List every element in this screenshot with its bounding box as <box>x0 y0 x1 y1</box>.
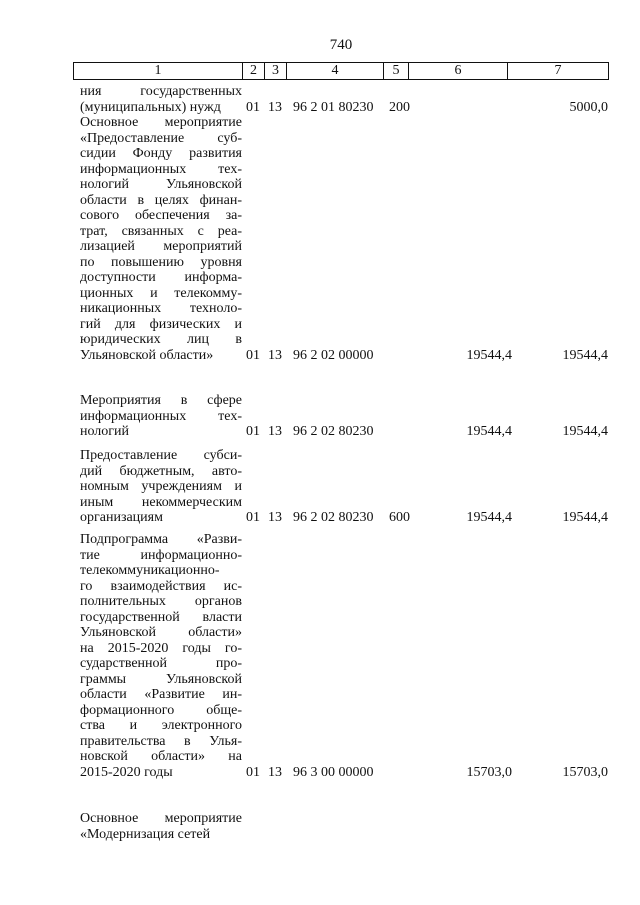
row-description <box>80 448 242 526</box>
page-number: 740 <box>329 37 353 53</box>
subsection-code: 13 <box>268 764 282 780</box>
header-col-6: 6 <box>409 63 508 79</box>
section-code: 01 <box>246 510 260 525</box>
description-line: правительства в Улья- <box>80 733 242 749</box>
target-article-code: 96 3 00 00000 <box>293 764 374 780</box>
expense-type-code: 200 <box>389 99 410 115</box>
description-line: 2015-2020 годы <box>80 764 173 780</box>
description-line: номным учреждениям и <box>80 479 242 494</box>
description-line: иным некоммерческим <box>80 494 242 510</box>
amount-col-7: 5000,0 <box>569 99 608 115</box>
section-code: 01 <box>246 347 260 363</box>
description-line: лизацией мероприятий <box>80 239 242 254</box>
description-line: нологий <box>80 424 130 439</box>
section-code: 01 <box>246 99 260 115</box>
description-line: на 2015-2020 годы го- <box>80 640 242 656</box>
amount-col-6: 19544,4 <box>466 510 512 525</box>
description-line: Основное мероприятие <box>80 811 242 826</box>
header-col-7: 7 <box>554 63 562 78</box>
description-line: области в целях финан- <box>80 192 242 208</box>
description-line: «Модернизация сетей <box>80 826 211 842</box>
header-col-2: 2 <box>243 63 265 79</box>
description-line: информационных тех- <box>80 161 242 177</box>
target-article-code: 96 2 02 00000 <box>293 347 374 363</box>
description-line: граммы Ульяновской <box>80 671 242 687</box>
description-line: формационного обще- <box>80 702 242 718</box>
description-line: полнительных органов <box>80 594 242 609</box>
description-line: гий для физических и <box>80 316 242 332</box>
description-line: трат, связанных с реа- <box>80 223 242 239</box>
description-line: области «Развитие ин- <box>80 687 242 702</box>
description-line: Ульяновской области» <box>80 347 214 363</box>
header-col-3: 3 <box>265 63 287 79</box>
expense-type-code: 600 <box>389 510 410 525</box>
description-line: новской области» на <box>80 749 242 764</box>
amount-col-7: 19544,4 <box>562 347 608 363</box>
amount-col-6: 19544,4 <box>466 424 512 439</box>
description-line: ства и электронного <box>80 718 242 733</box>
target-article-code: 96 2 02 80230 <box>293 424 374 439</box>
description-line: телекоммуникационно- <box>80 563 220 578</box>
subsection-code: 13 <box>268 424 282 439</box>
table-header-row <box>73 62 609 80</box>
description-line: по повышению уровня <box>80 254 242 270</box>
description-line: государственной власти <box>80 609 242 625</box>
row-description <box>80 393 242 440</box>
subsection-code: 13 <box>268 510 282 525</box>
amount-col-7: 15703,0 <box>562 764 608 780</box>
description-line: ния государственных <box>80 84 242 99</box>
description-line: дий бюджетным, авто- <box>80 463 242 479</box>
description-line: никационных техноло- <box>80 301 242 316</box>
description-line: ционных и телекомму- <box>80 285 242 301</box>
subsection-code: 13 <box>268 99 282 115</box>
amount-col-7: 19544,4 <box>562 424 608 439</box>
description-line: сового обеспечения за- <box>80 208 242 223</box>
description-line: нологий Ульяновской <box>80 177 242 192</box>
description-line: доступности информа- <box>80 270 242 285</box>
amount-col-6: 19544,4 <box>466 347 512 363</box>
description-line: Основное мероприятие <box>80 115 242 130</box>
amount-col-6: 15703,0 <box>466 764 512 780</box>
description-line: Подпрограмма «Разви- <box>80 532 242 547</box>
header-col-5: 5 <box>384 63 409 79</box>
row-description <box>80 811 242 842</box>
row-description <box>80 115 242 363</box>
description-line: (муниципальных) нужд <box>80 99 221 115</box>
row-description <box>80 532 242 780</box>
row-description <box>80 84 242 115</box>
description-line: тие информационно- <box>80 547 242 563</box>
section-code: 01 <box>246 764 260 780</box>
description-line: сударственной про- <box>80 656 242 671</box>
target-article-code: 96 2 01 80230 <box>293 99 374 115</box>
description-line: сидии Фонду развития <box>80 146 242 161</box>
description-line: Ульяновской области» <box>80 625 242 640</box>
header-col-1: 1 <box>74 63 243 79</box>
header-col-4: 4 <box>287 63 384 79</box>
description-line: Мероприятия в сфере <box>80 393 242 408</box>
amount-col-7: 19544,4 <box>562 510 608 525</box>
description-line: «Предоставление суб- <box>80 130 242 146</box>
section-code: 01 <box>246 424 260 439</box>
description-line: юридических лиц в <box>80 332 242 347</box>
description-line: Предоставление субси- <box>80 448 242 463</box>
target-article-code: 96 2 02 80230 <box>293 510 374 525</box>
subsection-code: 13 <box>268 347 282 363</box>
description-line: го взаимодействия ис- <box>80 578 242 594</box>
description-line: организациям <box>80 510 163 525</box>
description-line: информационных тех- <box>80 408 242 424</box>
